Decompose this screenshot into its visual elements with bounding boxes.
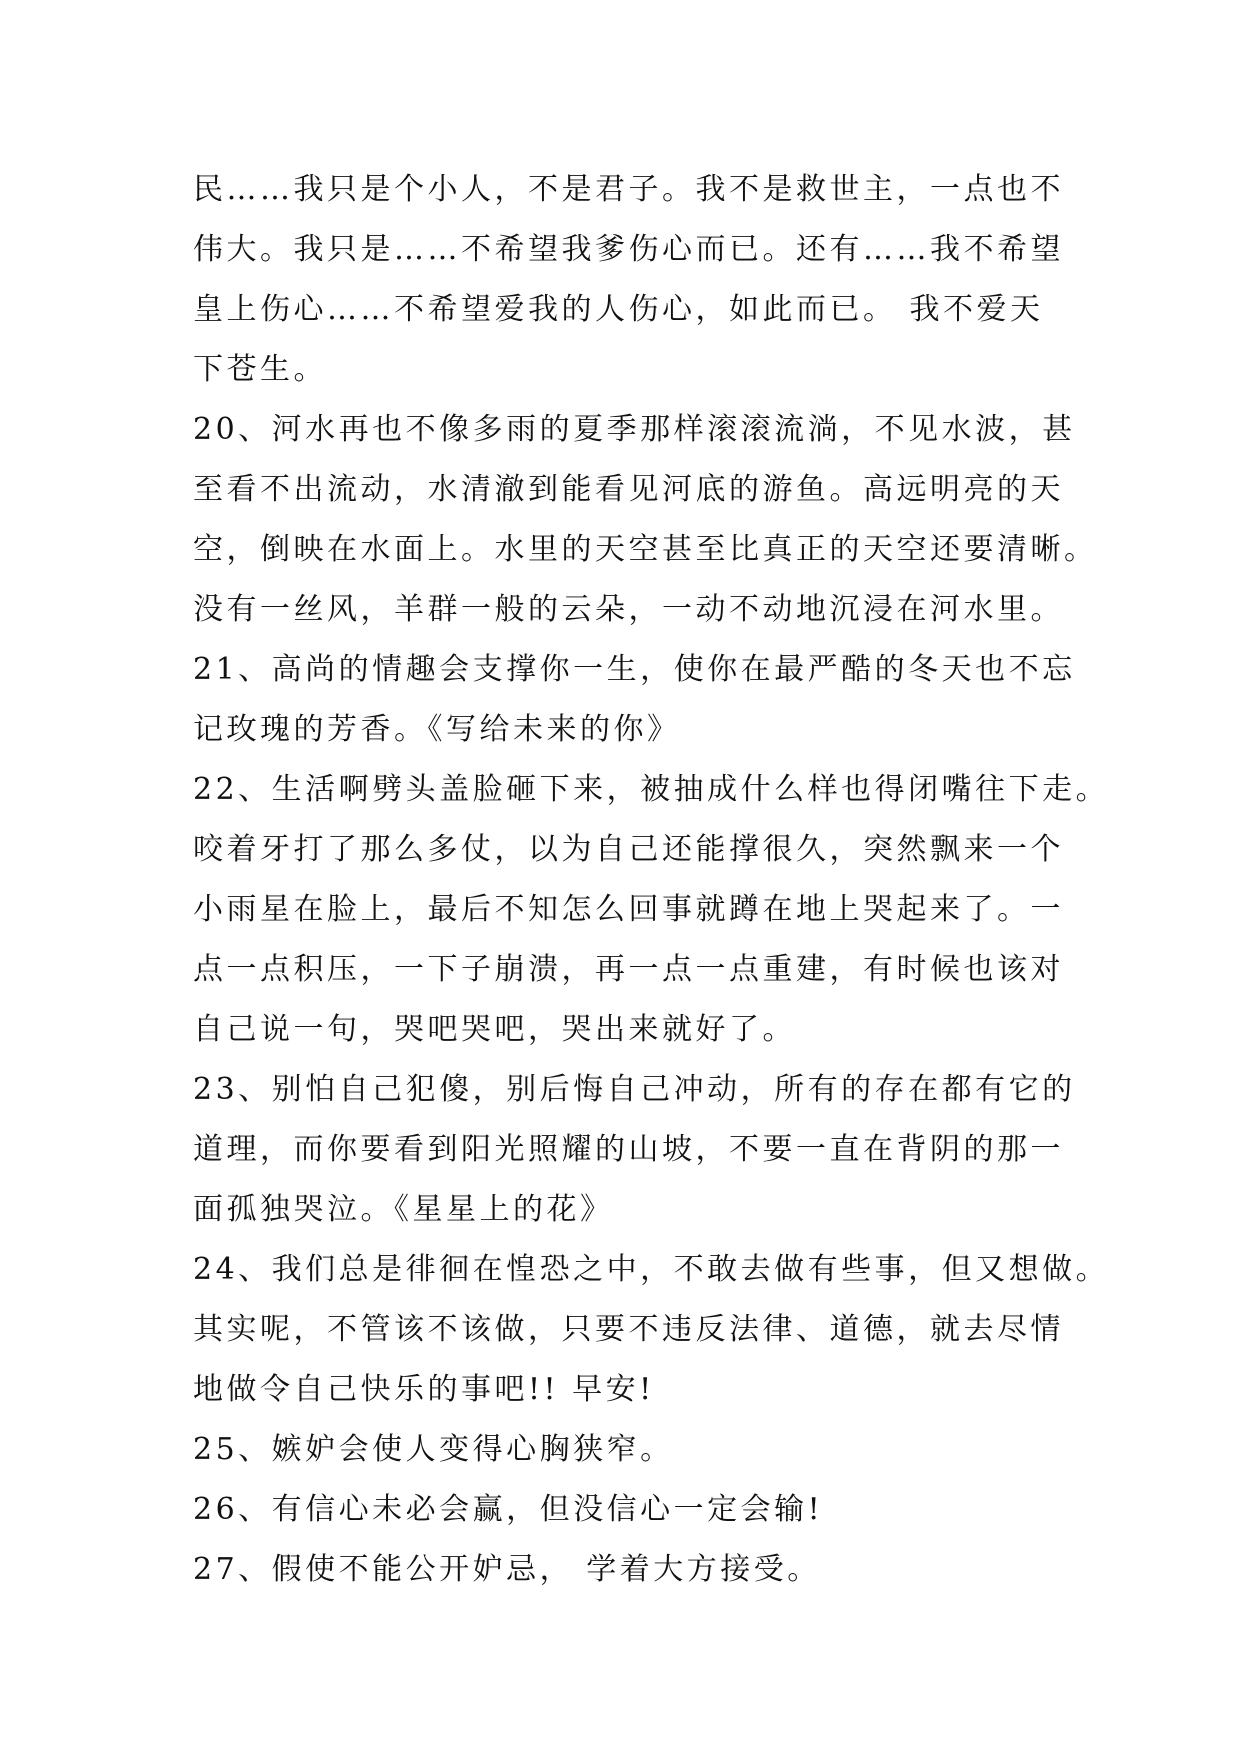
- text-line: 下苍生。: [193, 352, 327, 387]
- text-line: 自己说一句，哭吧哭吧，哭出来就好了。: [193, 1012, 796, 1047]
- text-line: 民……我只是个小人，不是君子。我不是救世主，一点也不: [193, 172, 1064, 207]
- text-line: 24、我们总是徘徊在惶恐之中，不敢去做有些事，但又想做。: [193, 1252, 1110, 1287]
- text-line: 至看不出流动，水清澈到能看见河底的游鱼。高远明亮的天: [193, 472, 1064, 507]
- text-line: 26、有信心未必会赢，但没信心一定会输!: [193, 1492, 824, 1527]
- text-line: 22、生活啊劈头盖脸砸下来，被抽成什么样也得闭嘴往下走。: [193, 772, 1110, 807]
- text-line: 25、嫉妒会使人变得心胸狭窄。: [193, 1432, 674, 1467]
- text-line: 27、假使不能公开妒忌， 学着大方接受。: [193, 1552, 821, 1587]
- text-line: 道理，而你要看到阳光照耀的山坡，不要一直在背阴的那一: [193, 1132, 1064, 1167]
- text-line: 20、河水再也不像多雨的夏季那样滚滚流淌，不见水波，甚: [193, 412, 1076, 447]
- text-line: 伟大。我只是……不希望我爹伤心而已。还有……我不希望: [193, 232, 1064, 267]
- text-line: 地做令自己快乐的事吧!! 早安!: [193, 1372, 655, 1407]
- document-body: [193, 160, 1110, 1600]
- text-line: 咬着牙打了那么多仗，以为自己还能撑很久，突然飘来一个: [193, 832, 1064, 867]
- text-line: 记玫瑰的芳香。《写给未来的你》: [193, 712, 681, 747]
- text-line: 点一点积压，一下子崩溃，再一点一点重建，有时候也该对: [193, 952, 1064, 987]
- text-line: 21、高尚的情趣会支撑你一生，使你在最严酷的冬天也不忘: [193, 652, 1076, 687]
- text-line: 面孤独哭泣。《星星上的花》: [193, 1192, 614, 1227]
- text-line: 没有一丝风，羊群一般的云朵，一动不动地沉浸在河水里。: [193, 592, 1064, 627]
- text-line: 小雨星在脸上，最后不知怎么回事就蹲在地上哭起来了。一: [193, 892, 1064, 927]
- text-line: 皇上伤心……不希望爱我的人伤心，如此而已。 我不爱天: [193, 292, 1044, 327]
- text-line: 23、别怕自己犯傻，别后悔自己冲动，所有的存在都有它的: [193, 1072, 1076, 1107]
- text-line: 空，倒映在水面上。水里的天空甚至比真正的天空还要清晰。: [193, 532, 1098, 567]
- text-line: 其实呢，不管该不该做，只要不违反法律、道德，就去尽情: [193, 1312, 1064, 1347]
